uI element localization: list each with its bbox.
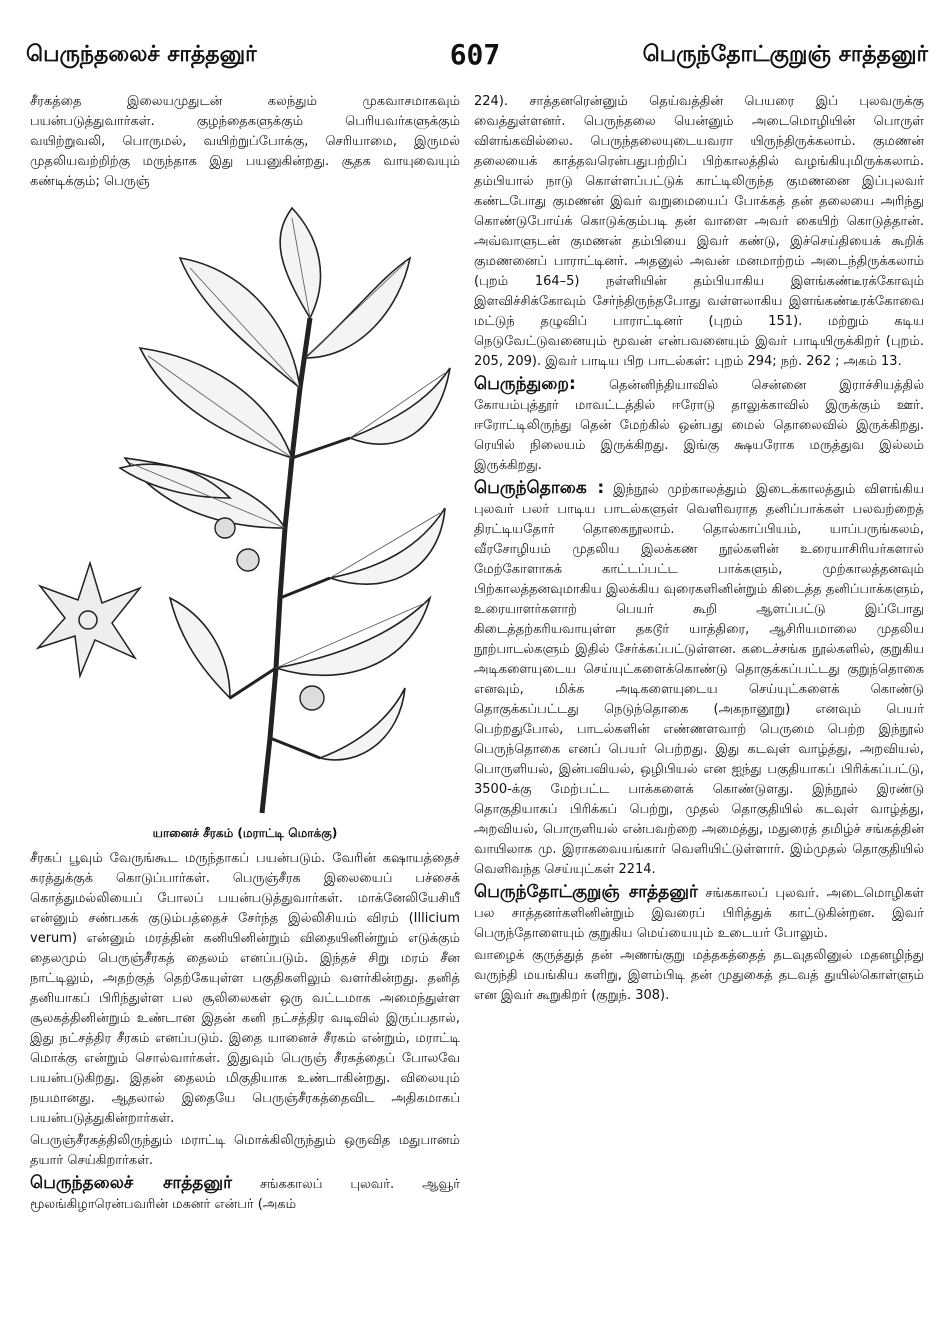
illicium-plant-drawing (30, 198, 460, 818)
page-header (22, 38, 928, 78)
page-number: 607 (449, 38, 501, 71)
entry-text: சங்ககாலப் புலவர். அடைமொழிகள் பல சாத்தனர்களினின்றும் இவரைப் பிரித்துக் காட்டுகின்றன. இவர் பெருந்தோளையும் குறுகிய மெய்யையும் உடையர் போலும். (474, 886, 924, 941)
paragraph-kurunthogai-quote: வாழைக் குருத்துத் தன் அணங்குறு மத்தகத்தைத் தடவுதலினுல் மதனழிந்து வருந்தி மயங்கிய களிறு, இளம்பிடி தன் முதுகைத் தடவத் துயில்கொள்ளும் என இவர் கூறுகிறர் (குறுந். 308). (474, 948, 924, 1003)
plant-illustration (30, 198, 460, 843)
entry-text: சங்ககாலப் புலவர். ஆவூர் மூலங்கிழாரென்பவரின் மகனர் என்பர் (அகம் (30, 1177, 460, 1212)
entry-headword: பெருந்தொகை : (474, 478, 605, 498)
entry-perunthurai (474, 374, 924, 476)
entry-perunthotkurunj-chathanar (474, 882, 924, 944)
paragraph-chathanar-continued: 224). சாத்தனரென்னும் தெய்வத்தின் பெயரை இப் புலவருக்கு வைத்துள்ளனர். பெருந்தலை யென்னும் அடைமொழியின் பொருள் விளங்கவில்லை. பெருந்தலையுடையவரா யிருந்திருக்கலாம். குமணன் தலையைக் காத்தவரென்பதுபற்றிப் பிற்காலத்தில் வழங்கியுமிருக்கலாம். தம்பியால் நாடு கொள்ளப்பட்டுக் காட்டிலிருந்த குமணனை இப்புலவர் கண்டபோது குமணன் இவர் வறுமையைப் போக்கத் தன் தலையை அரிந்து கொண்டுபோய்க் கொடுக்கும்படி தன் வாளை அவர் கையிற் கொடுத்தான். அவ்வாளுடன் குமணன் தம்பியை இவர் கண்டு, இச்செய்தியைக் கூறிக் குமணனைப் பாராட்டினர். அதனுல் அவன் மனமாற்றம் அடைந்திருக்கலாம் (புறம் 164–5) நள்ளியின் தம்பியாகிய இளங்கண்டீரக்கோவும் இளவிச்சிக்கோவும் சேர்ந்திருந்தபோது வள்ளலாகிய இளங்கண்டீரக்கோவை மட்டுந் தழுவிப் பாராட்டினர் (புறம் 151). மற்றும் கடிய நெடுவேட்டுவனையும் மூவன் என்பவனையும் இவர் பாடியிருக்கிறர் (புறம். 205, 209). இவர் பாடிய பிற பாடல்கள்: புறம் 294; நற். 262 ; அகம் 13. (474, 94, 924, 369)
paragraph-beverage: பெருஞ்சீரகத்திலிருந்தும் மராட்டி மொக்கிலிருந்தும் ஒருவித மதுபானம் தயார் செய்கிறார்கள். (30, 1133, 460, 1168)
paragraph-star-anise: சீரகப் பூவும் வேருங்கூட மருந்தாகப் பயன்படும். வேரின் கஷாயத்தைச் சுரத்துக்குக் கொடுப்பார்கள். பெருஞ்சீரக இலையைப் பச்சைக் கொத்துமல்லியைப் போலப் பயன்படுத்துவார்கள். மாக்னேலியேசியீ என்னும் சண்பகக் குடும்பத்தைச் சேர்ந்த இல்லிசியம் விரம் (Illicium verum) என்னும் மரத்தின் கனியினின்றும் விதையினின்றும் எடுக்கும் தைலமும் பெருஞ்சீரகத் தைலம் எனப்படும். இந்தச் சிறு மரம் சீன நாட்டிலும், அதற்குத் தெற்கேயுள்ள பகுதிகளிலும் வளர்கின்றது. தனித் தனியாகப் பிரிந்துள்ள பல சூலிலைகள் ஒரு வட்டமாக அமைந்துள்ள சூலகத்தினின்றும் உண்டான இதன் கனி நட்சத்திர வடிவில் இருப்பதால், இது நட்சத்திர சீரகம் எனப்படும். இதை யானைச் சீரகம் என்றும், மராட்டி மொக்கு என்றும் சொல்வார்கள். இதுவும் பெருஞ் சீரகத்தைப் போலவே பயன்படுகிறது. இதன் தைலம் மிகுதியாக உண்டாகின்றது. விலையும் நயமானது. ஆதலால் இதையே பெருஞ்சீரகத்தைவிட அதிகமாகப் பயன்படுத்துகின்றார்கள். (30, 851, 460, 1126)
entry-text: தென்னிந்தியாவில் சென்னை இராச்சியத்தில் கோயம்புத்தூர் மாவட்டத்தில் ஈரோடு தாலுக்காவில் இருக்கும் ஊர். ஈரோட்டிலிருந்து தென் மேற்கில் ஒன்பது மைல் தொலைவில் இருக்கிறது. ரெயில் நிலையம் இருக்கிறது. இங்கு க்ஷயரோக மருத்துவ இல்லம் இருக்கிறது. (474, 378, 924, 473)
entry-headword: பெருந்துறை: (474, 374, 576, 394)
running-head-right: பெருந்தோட்குறுஞ் சாத்தனுர் (642, 42, 928, 67)
right-column (474, 92, 924, 1008)
entry-text: இந்நூல் முற்காலத்தும் இடைக்காலத்தும் விளங்கிய புலவர் பலர் பாடிய பாடல்களுள் வெளிவராத தனிப்பாக்கள் பலவற்றைத் திரட்டியதோர் தொகைநூலாம். தொல்காப்பியம், யாப்பருங்கலம், வீரசோழியம் முதலிய இலக்கண நூல்களின் உரையாசிரியர்களால் மேற்கோளாகக் காட்டப்பட்ட பாக்களும், முற்காலத்தனவும் பிற்காலத்தனவுமாகிய இலக்கிய வுரைகளினின்றும் கிடைத்த தனிப்பாக்களும், உரையாளர்களாற் பெயர் கூறி ஆளப்பட்டு இப்போது கிடைத்தற்கரியவாயுள்ள தகடூர் யாத்திரை, ஆசிரியமாலை முதலிய நூற்பாடல்களும் இதில் சேர்க்கப்பட்டுள்ளன. கடைச்சங்க நூல்களில், குறுகிய அடிகளையுடைய செய்யுட்களைக்கொண்டு தொகுக்கப்பட்டது குறுந்தொகை எனவும், மிக்க அடிகளையுடைய செய்யுட்களைக் கொண்டு தொகுக்கப்பட்டது நெடுந்தொகை (அகநானூறு) எனவும் பெயர் பெற்றதுபோல், பாடல்களின் எண்ணளவாற் பெருமை பெற்ற இந்நூல் பெருந்தொகை எனப் பெயர் பெற்றது. இது கடவுள் வாழ்த்து, அறவியல், பொருளியல், இன்பவியல், ஒழிபியல் என ஐந்து பகுதியாகப் பிரிக்கப்பட்டு, 3500-க்கு மேற்பட்ட பாக்களைக் கொண்டுளது. இந்நூல் இரண்டு தொகுதியாகப் பிரிக்கப் பெற்று, முதல் தொகுதியில் கடவுள் வாழ்த்து, அறவியல், பொருளியல் என்பவற்றை அமைத்து, மதுரைத் தமிழ்ச் சங்கத்தின் வாயிலாக மு. இராகவையங்கார் வெளியிட்டுள்ளார். இம்முதல் தொகுதியில் வெளிவந்த செய்யுட்கள் 2214. (474, 482, 924, 877)
entry-headword: பெருந்தோட்குறுஞ் சாத்தனுர் (474, 882, 698, 902)
figure-caption: யானைச் சீரகம் (மராட்டி மொக்கு) (152, 826, 338, 840)
entry-headword: பெருந்தலைச் சாத்தனுர் (30, 1173, 232, 1193)
left-column (30, 92, 460, 1217)
running-head-left: பெருந்தலைச் சாத்தனுர் (26, 42, 257, 67)
entry-perunthogai (474, 478, 924, 880)
paragraph-seeragam-uses: சீரகத்தை இலையமுதுடன் கலந்தும் முகவாசமாகவும் பயன்படுத்துவார்கள். குழந்தைகளுக்கும் பெரியவர்களுக்கும் வயிற்றுவலி, பொருமல், வயிற்றுப்போக்கு, செரியாமை, இருமல் முதலியவற்றிற்கு மருந்தாக இது பயனுகின்றது. சூதக வாயுவையும் கண்டிக்கும்; பெருஞ் (30, 94, 460, 189)
entry-perunthalai-chathanar (30, 1173, 460, 1215)
